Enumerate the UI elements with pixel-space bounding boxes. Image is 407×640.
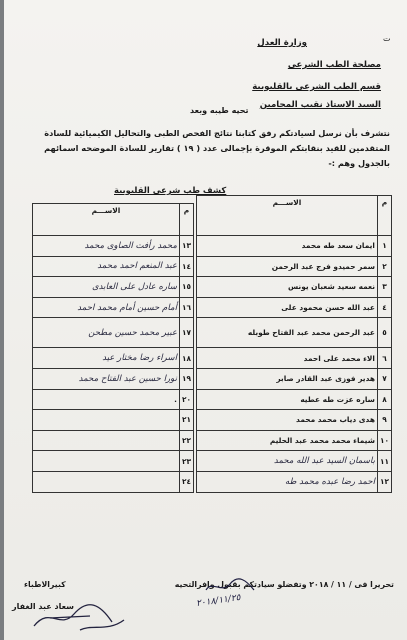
authority-name: مصلحة الطب الشرعى	[287, 60, 381, 70]
handwritten-initials	[200, 576, 260, 598]
table-row: ١ ايمان سعد طه محمد	[197, 236, 392, 257]
table-row: ١٢ احمد رضا عبده محمد طه	[197, 471, 392, 492]
table-row: ٩ هدى دياب محمد محمد	[197, 410, 392, 431]
names-table-right	[196, 195, 392, 493]
ministry-name: وزارة العدل	[257, 38, 307, 48]
body-line-1: نتشرف بأن نرسل لسيادتكم رفق كتابنا نتائج الفحص الطبى والتحاليل الكيميائية للسادة	[44, 128, 390, 138]
body-line-3: بالجدول وهم :-	[328, 158, 390, 168]
table-row: ١٣ محمد رأفت الصاوى محمد	[33, 236, 194, 257]
column-header-name: الاســـم	[197, 196, 378, 236]
table-row: ٦ الاء محمد على احمد	[197, 348, 392, 369]
table-title: كشف طب شرعى القليوبية	[114, 185, 227, 195]
column-header-num: م	[179, 204, 193, 236]
table-row: ١٤ عبد المنعم احمد محمد	[33, 256, 194, 277]
table-row: ١٦ أمام حسين أمام محمد احمد	[33, 297, 194, 318]
table-row: ٣ نعمه سعيد شعبان يونس	[197, 277, 392, 298]
chief-title: كبيرالاطباء	[24, 580, 66, 589]
signer-name: سعاد عبد الغفار	[12, 602, 75, 611]
table-row: ١١ باسمان السيد عبد الله محمد	[197, 451, 392, 472]
handwritten-signature	[30, 596, 130, 636]
table-row: ١٧ عبير محمد حسين مطحن	[33, 318, 194, 348]
table-row: ١٨ اسراء رضا مختار عيد	[33, 348, 194, 369]
names-table-left	[32, 203, 194, 493]
table-row: ٢٤	[33, 471, 194, 492]
table-row: ٢٠ .	[33, 389, 194, 410]
body-line-2: المتقدمين للقيد بنقابتكم الموقرة بإجمالى عدد ( ١٩ ) تقارير للسادة الموضحه اسمائهم	[44, 143, 390, 153]
table-row: ٢١	[33, 410, 194, 431]
table-row: ٥ عبد الرحمن محمد عبد الفتاح طوبله	[197, 318, 392, 348]
table-row: ٨ ساره عزت طه عطيه	[197, 389, 392, 410]
department-name: قسم الطب الشرعى بالقليوبية	[252, 82, 381, 92]
addressee: السيد الاستاذ نقيب المحامين	[259, 100, 381, 110]
table-row: ٢٢	[33, 430, 194, 451]
table-header-row	[197, 196, 392, 236]
document-mark: ت	[383, 34, 391, 43]
column-header-num: م	[377, 196, 391, 236]
page-edge-shadow	[0, 0, 4, 640]
table-row: ٤ عبد الله حسن محمود على	[197, 297, 392, 318]
table-row: ٧ هدير فوزى عبد القادر صابر	[197, 368, 392, 389]
table-row: ١٩ نورا حسين عبد الفتاح محمد	[33, 368, 194, 389]
footer-date-line: تحريرا فى / ١١ / ٢٠١٨ وتفضلو سيادتكم بقبول وافرالتحيه	[174, 580, 394, 589]
table-row: ٢٣	[33, 451, 194, 472]
table-row: ١٠ شيماء محمد محمد عبد الحليم	[197, 430, 392, 451]
greeting: تحيه طيبه وبعد	[190, 106, 249, 115]
table-row: ٢ سمر حميدو فرج عبد الرحمن	[197, 256, 392, 277]
table-header-row	[33, 204, 194, 236]
table-row: ١٥ ساره عادل على العابدى	[33, 277, 194, 298]
column-header-name: الاســـم	[33, 204, 180, 236]
handwritten-stamp-date: ٢٠١٨/١١/٢٥	[195, 592, 242, 610]
